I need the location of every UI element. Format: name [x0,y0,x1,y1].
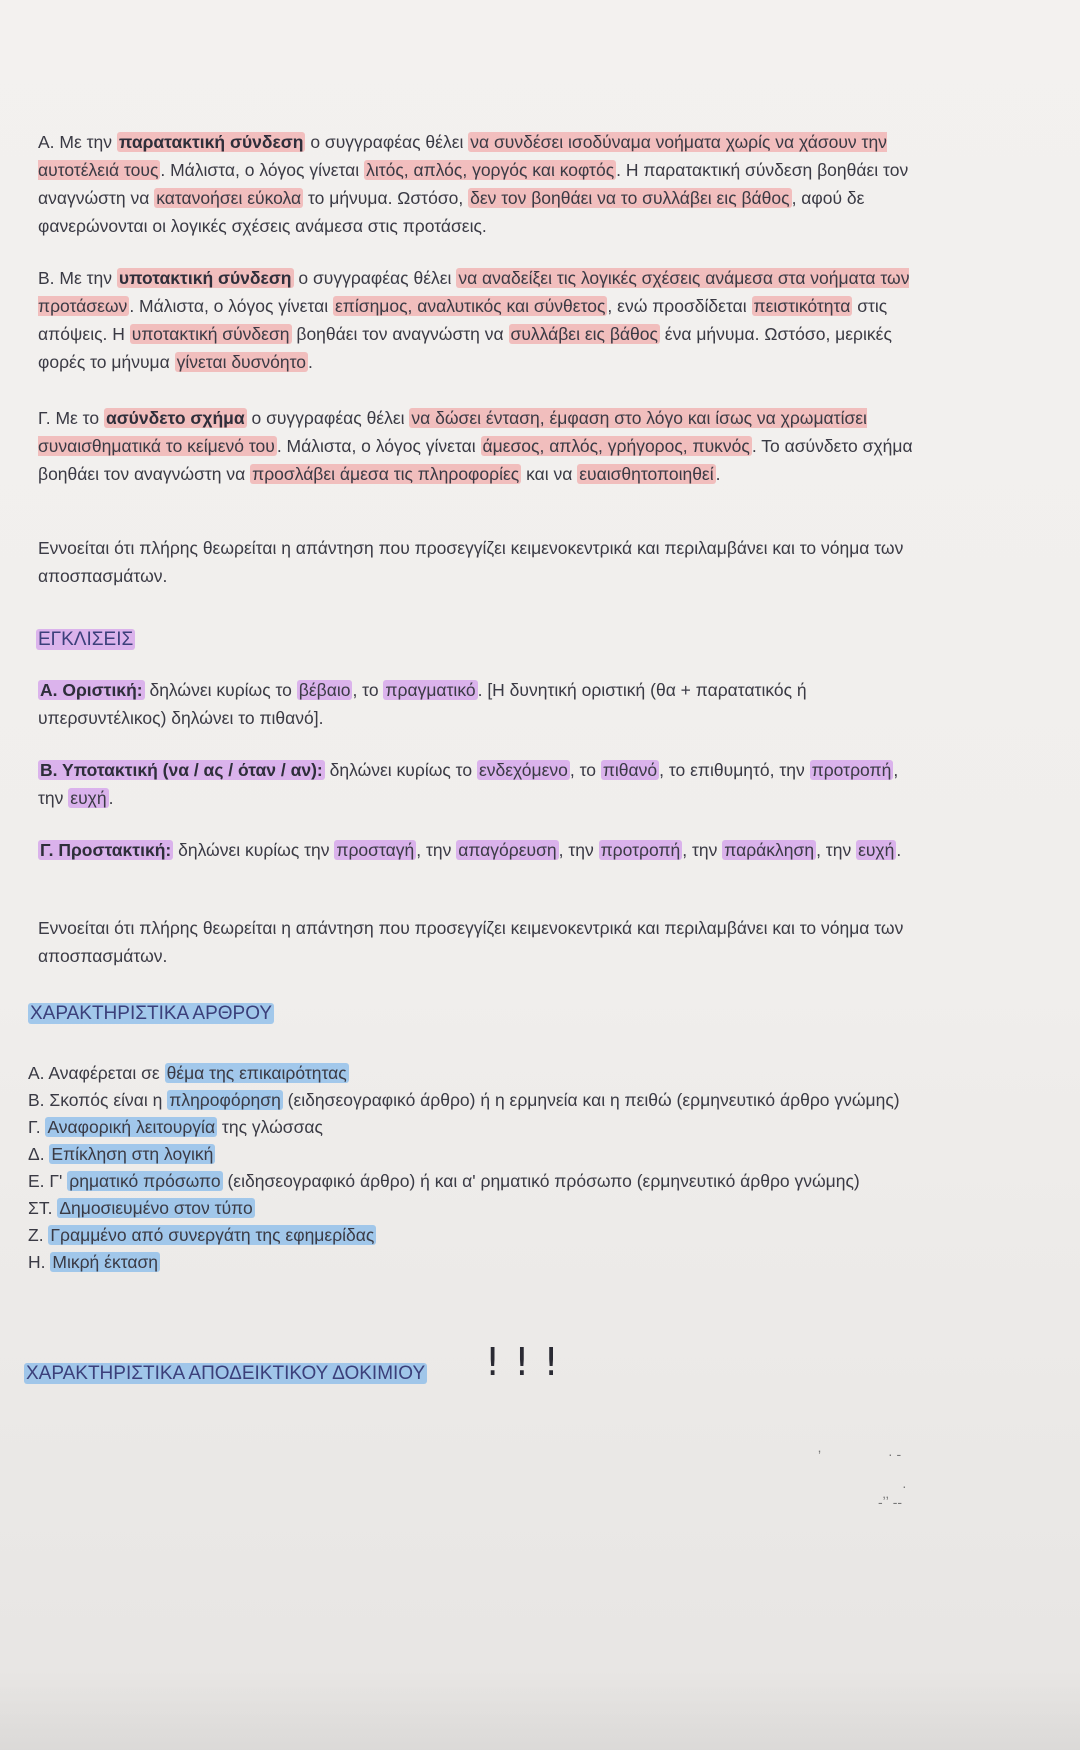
note-completeness-1: Εννοείται ότι πλήρης θεωρείται η απάντηση που προσεγγίζει κειμενοκεντρικά και περιλαμβάνει και το νόημα των αποσπασμάτων. [38,538,904,586]
list-item: Β. Σκοπός είναι η πληροφόρηση (ειδησεογραφικό άρθρο) ή η ερμηνεία και η πειθώ (ερμηνευτικό άρθρο γνώμης) [28,1090,900,1110]
pencil-mark: · [902,1478,907,1494]
list-item: ΣΤ. Δημοσιευμένο στον τύπο [28,1198,253,1218]
pencil-mark: -ʼʼ -- [878,1494,903,1510]
heading-essay: ΧΑΡΑΚΤΗΡΙΣΤΙΚΑ ΑΠΟΔΕΙΚΤΙΚΟΥ ΔΟΚΙΜΙΟΥ [26,1363,426,1384]
list-item: Η. Μικρή έκταση [28,1252,159,1272]
paragraph-asyndeton: Γ. Με το ασύνδετο σχήμα ο συγγραφέας θέλει να δώσει ένταση, έμφαση στο λόγο και ίσως να χρωματίσει συναισθηματικά το κείμενό του . Μάλιστα, ο λόγος γίνεται άμεσος, απλός, γρήγορος, πυκνός . Το ασύνδετο σχήμα βοηθάει τον αναγνώστη να προσλάβει άμεσα τις πληροφορίες και να ευαισθητοποιηθεί . [38,408,913,484]
term-asyndeton: ασύνδετο σχήμα [105,408,245,428]
mood-indicative: Α. Οριστική: δηλώνει κυρίως το βέβαιο , το πραγματικό . [Η δυνητική οριστική (θα + παρατατικός ή υπερσυντέλικος) δηλώνει το πιθανό]. [38,680,807,728]
list-item: Δ. Επίκληση στη λογική [28,1144,214,1164]
term-parataxis: παρατακτική σύνδεση [118,132,304,152]
paragraph-hypotaxis: Β. Με την υποτακτική σύνδεση ο συγγραφέας θέλει να αναδείξει τις λογικές σχέσεις ανάμεσα στα νοήματα των προτάσεων . Μάλιστα, ο λόγος γίνεται επίσημος, αναλυτικός και σύνθετος , ενώ προσδίδεται πειστικότητα στις απόψεις. Η υποτακτική σύνδεση βοηθάει τον αναγνώστη να συλλάβει εις βάθος ένα μήνυμα. Ωστόσο, μερικές φορές το μήνυμα γίνεται δυσνόητο . [38,268,910,372]
heading-article: ΧΑΡΑΚΤΗΡΙΣΤΙΚΑ ΑΡΘΡΟΥ [30,1003,273,1024]
paragraph-parataxis: Α. Με την παρατακτική σύνδεση ο συγγραφέας θέλει να συνδέσει ισοδύναμα νοήματα χωρίς να χάσουν την αυτοτέλειά τους . Μάλιστα, ο λόγος γίνεται λιτός, απλός, γοργός και κοφτός . Η παρατακτική σύνδεση βοηθάει τον αναγνώστη να κατανοήσει εύκολα το μήνυμα. Ωστόσο, δεν τον βοηθάει να το συλλάβει εις βάθος , αφού δε φανερώνονται οι λογικές σχέσεις ανάμεσα στις προτάσεις. [38,132,909,236]
mood-subjunctive: Β. Υποτακτική (να / ας / όταν / αν): δηλώνει κυρίως το ενδεχόμενο , το πιθανό , το επιθυμητό, την προτροπή , την ευχή . [38,760,899,808]
note-completeness-2: Εννοείται ότι πλήρης θεωρείται η απάντηση που προσεγγίζει κειμενοκεντρικά και περιλαμβάνει και το νόημα των αποσπασμάτων. [38,918,904,966]
page-shadow [0,1670,1080,1750]
handwritten-exclamations: !!! [485,1340,573,1384]
heading-moods: ΕΓΚΛΙΣΕΙΣ [38,629,134,650]
list-item: Γ. Αναφορική λειτουργία της γλώσσας [28,1117,323,1137]
article-characteristics-list [28,1060,918,1276]
list-item: Ε. Γ' ρηματικό πρόσωπο (ειδησεογραφικό άρθρο) ή και α' ρηματικό πρόσωπο (ερμηνευτικό άρθρο γνώμης) [28,1171,860,1191]
mood-imperative: Γ. Προστακτική: δηλώνει κυρίως την προσταγή , την απαγόρευση , την προτροπή , την παράκληση , την ευχή . [40,840,902,860]
pencil-mark: · - [888,1446,902,1462]
term-hypotaxis: υποτακτική σύνδεση [118,268,292,288]
list-item: Ζ. Γραμμένο από συνεργάτη της εφημερίδας [28,1225,375,1245]
pencil-mark: ʼ [818,1448,822,1464]
list-item: Α. Αναφέρεται σε θέμα της επικαιρότητας [28,1063,347,1083]
